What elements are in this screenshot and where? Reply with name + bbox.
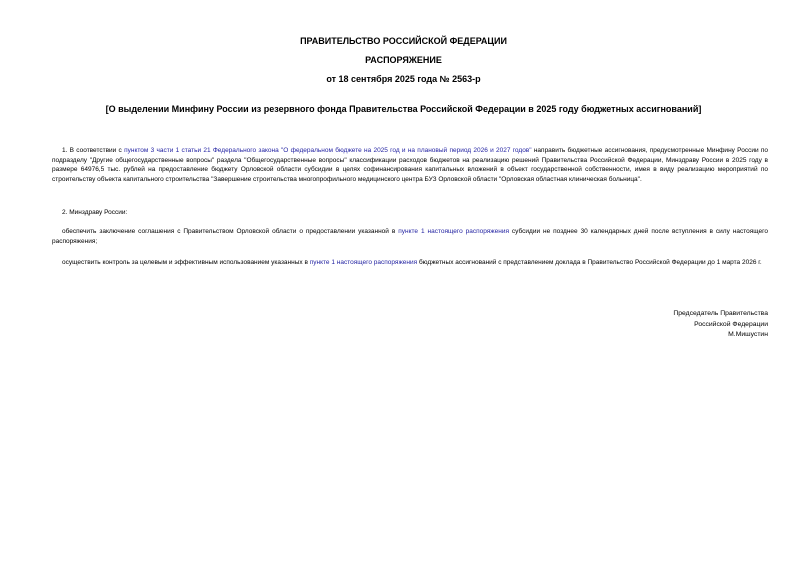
signature-name: М.Мишустин [728, 331, 768, 338]
paragraph-4-text-b: бюджетных ассигнований с представлением доклада в Правительство Российской Федерации до 1 марта 2026 г. [417, 259, 762, 266]
date-number-heading: от 18 сентября 2025 года № 2563-р [326, 74, 481, 84]
paragraph-1 [52, 146, 768, 184]
paragraph-3-link[interactable]: пункте 1 настоящего распоряжения [398, 228, 510, 235]
paragraph-4 [52, 258, 768, 268]
paragraph-2: 2. Минздраву России: [62, 209, 128, 216]
document-title: [О выделении Минфину России из резервного фонда Правительства Российской Федерации в 2025 году бюджетных ассигнований] [105, 104, 702, 114]
signature-body: Российской Федерации [694, 320, 768, 328]
signature-position: Председатель Правительства [673, 310, 768, 317]
paragraph-3-text-b: субсидии не позднее 30 календарных дней после вступления в силу настоящего распоряжения; [52, 228, 768, 245]
signature-block [673, 309, 768, 341]
paragraph-1-text-a: 1. В соответствии с [62, 147, 125, 154]
law-reference-link[interactable]: пунктом 3 части 1 статьи 21 Федерального закона "О федеральном бюджете на 2025 год и на плановый период 2026 и 2027 годов" [124, 147, 532, 154]
paragraph-3 [52, 227, 768, 246]
paragraph-3-text-a: обеспечить заключение соглашения с Правительством Орловской области о предоставлении указанной в [62, 228, 399, 235]
paragraph-4-link[interactable]: пункте 1 настоящего распоряжения [309, 259, 418, 266]
org-heading: ПРАВИТЕЛЬСТВО РОССИЙСКОЙ ФЕДЕРАЦИИ [300, 36, 507, 46]
paragraph-1-text-b: направить бюджетные ассигнования, предусмотренные Минфину России по подразделу "Другие общегосударственные вопросы" раздела "Общегосударственные вопросы" классификации расходов бюджетов на реализацию решений Правительства Российской Федерации, Минздраву России в 2025 году в размере 64976,5 тыс. рублей на предоставление бюджету Орловской области субсидии в целях софинансирования капитальных вложений в объект государственной собственности, имея в виду реализацию мероприятий по строительству объекта капитального строительства "Завершение строительства многопрофильного медицинского центра БУЗ Орловской области "Орловская областная клиническая больница". [52, 147, 768, 183]
doc-type-heading: РАСПОРЯЖЕНИЕ [365, 55, 442, 65]
paragraph-4-text-a: осуществить контроль за целевым и эффективным использованием указанных в [62, 259, 310, 266]
